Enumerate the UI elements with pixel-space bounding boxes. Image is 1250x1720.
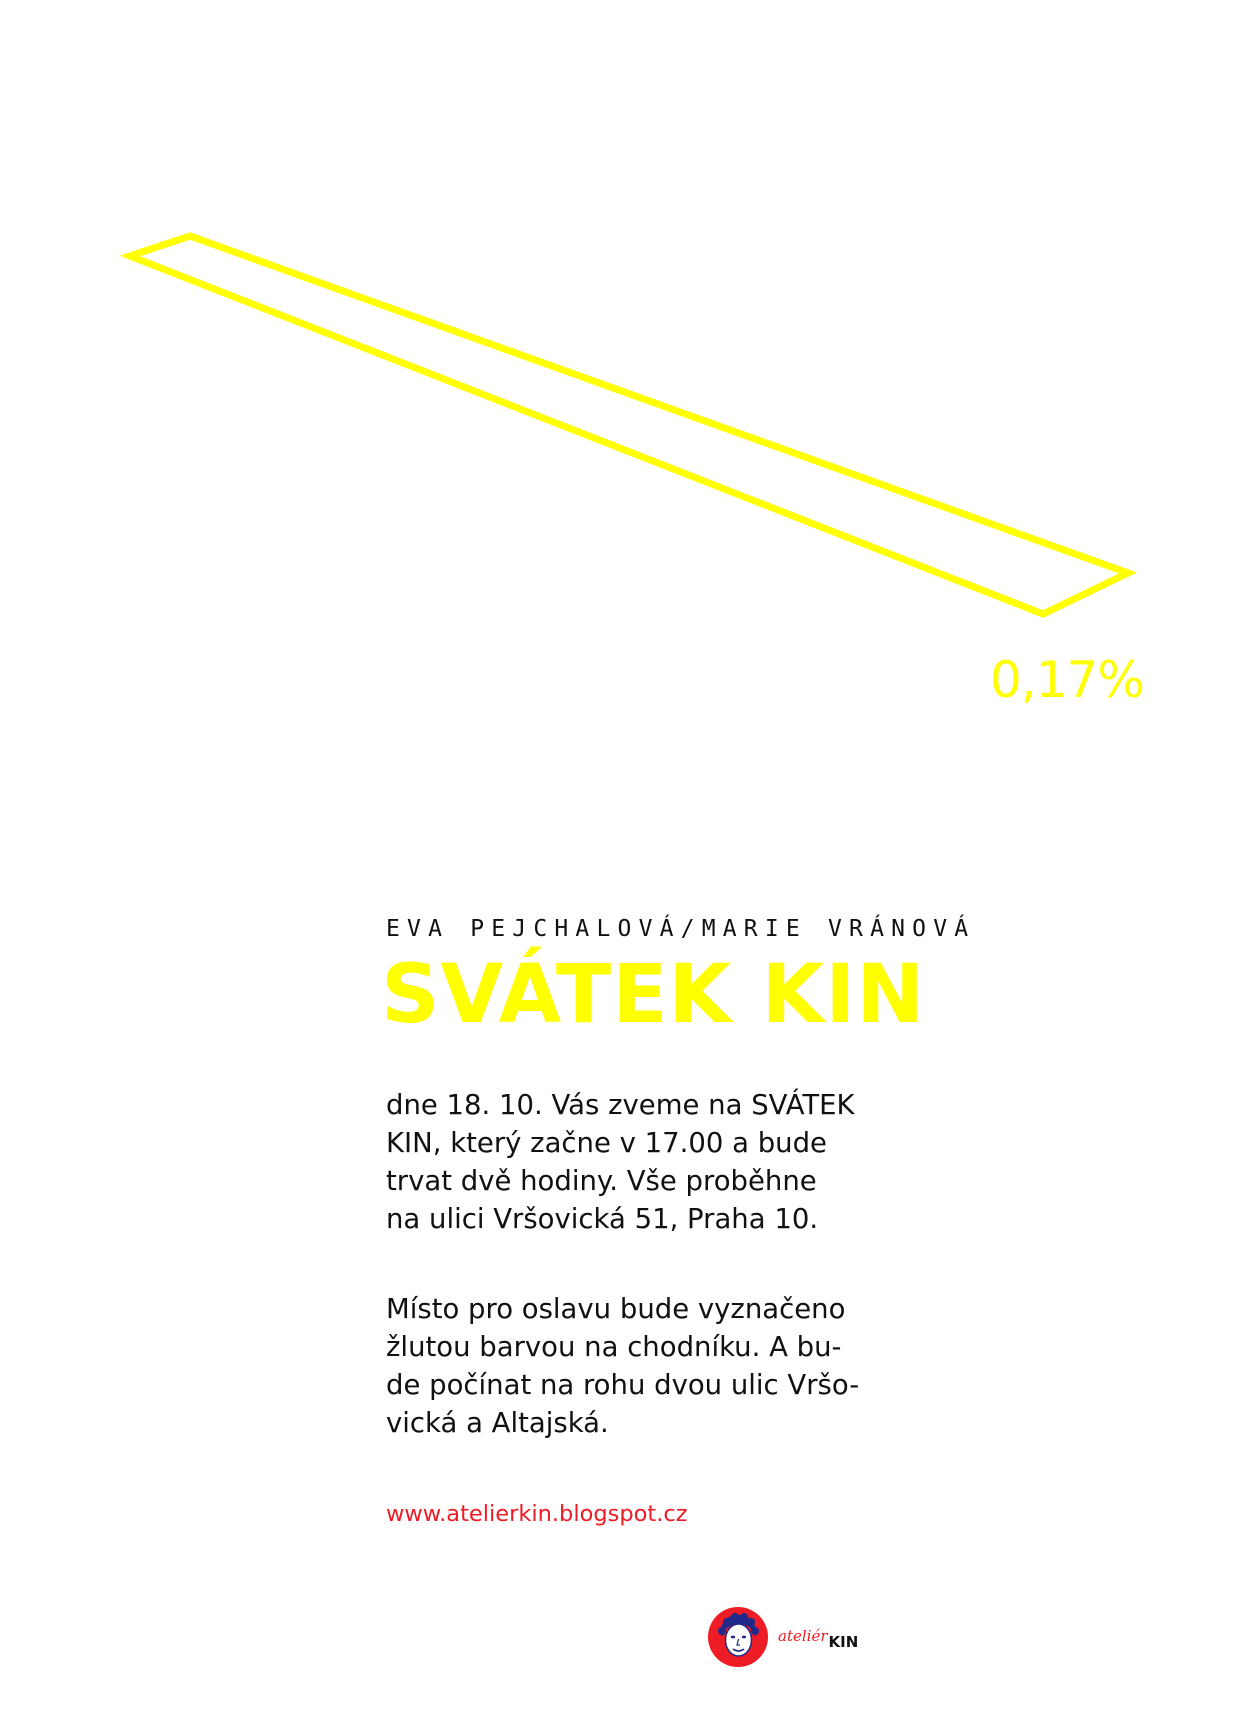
authors-line: EVA PEJCHALOVÁ/MARIE VRÁNOVÁ [386,916,976,942]
paragraph-line: žlutou barvou na chodníku. A bu- [386,1331,842,1363]
logo-word-kin: KIN [828,1633,859,1651]
paragraph-line: KIN, který začne v 17.00 a bude [386,1127,827,1159]
location-paragraph [386,1290,876,1442]
face-portrait-icon [708,1607,768,1667]
paragraph-line: trvat dvě hodiny. Vše proběhne [386,1165,817,1197]
paragraph-line: dne 18. 10. Vás zveme na SVÁTEK [386,1089,855,1121]
logo-wordmark [778,1627,859,1651]
paragraph-line: vická a Altajská. [386,1407,609,1439]
paragraph-line: de počínat na rohu dvou ulic Vršo- [386,1369,860,1401]
pavement-strip-illustration [0,0,1250,700]
paragraph-line: Místo pro oslavu bude vyznačeno [386,1293,846,1325]
yellow-strip-outline [130,236,1128,614]
paragraph-line: na ulici Vršovická 51, Praha 10. [386,1203,819,1235]
percent-label: 0,17% [990,651,1144,709]
poster-title: SVÁTEK KIN [381,948,926,1042]
invitation-paragraph [386,1086,876,1238]
website-link[interactable]: www.atelierkin.blogspot.cz [386,1501,688,1527]
logo-word-atelier: ateliér [778,1627,828,1645]
